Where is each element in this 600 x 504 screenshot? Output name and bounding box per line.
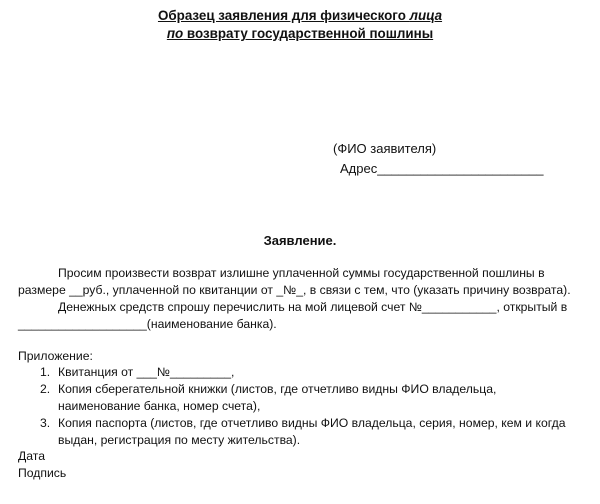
attachment-number: 2. <box>40 382 51 396</box>
attachment-item-2-line-1: Копия сберегательной книжки (листов, где отчетливо видны ФИО владельца, <box>58 382 497 396</box>
document-title-line-2 <box>0 26 600 42</box>
title-italic-word: по <box>166 26 184 41</box>
title-text: Образец заявления для физического <box>157 8 410 23</box>
attachment-number: 1. <box>40 365 51 379</box>
document-title-line-1 <box>0 8 600 24</box>
body-paragraph-2-line-1: Денежных средств спрошу перечислить на мой лицевой счет №___________, открытый в <box>58 300 568 314</box>
attachment-item-1: Квитанция от ___№_________, <box>58 365 235 379</box>
signature-label: Подпись <box>18 466 67 480</box>
attachment-item-2-line-2: наименование банка, номер счета), <box>58 399 261 413</box>
body-paragraph-1-line-2: размере __руб., уплаченной по квитанции от _№_, в связи с тем, что (указать причину возврата). <box>18 283 571 297</box>
applicant-fio: (ФИО заявителя) <box>333 141 437 156</box>
body-paragraph-1-line-1: Просим произвести возврат излишне уплаченной суммы государственной пошлины в <box>58 266 545 280</box>
title-italic-word: лица <box>409 8 443 23</box>
attachment-number: 3. <box>40 416 51 430</box>
attachment-item-3-line-2: выдан, регистрация по месту жительства). <box>58 433 301 447</box>
attachment-item-3-line-1: Копия паспорта (листов, где отчетливо видны ФИО владельца, серия, номер, кем и когда <box>58 416 566 430</box>
statement-heading: Заявление. <box>263 233 337 248</box>
attachments-label: Приложение: <box>18 349 93 363</box>
applicant-address: Адрес_______________________ <box>340 161 544 176</box>
date-label: Дата <box>18 449 45 463</box>
body-paragraph-2-line-2: ___________________(наименование банка). <box>18 317 277 331</box>
title-text: возврату государственной пошлины <box>183 26 434 41</box>
